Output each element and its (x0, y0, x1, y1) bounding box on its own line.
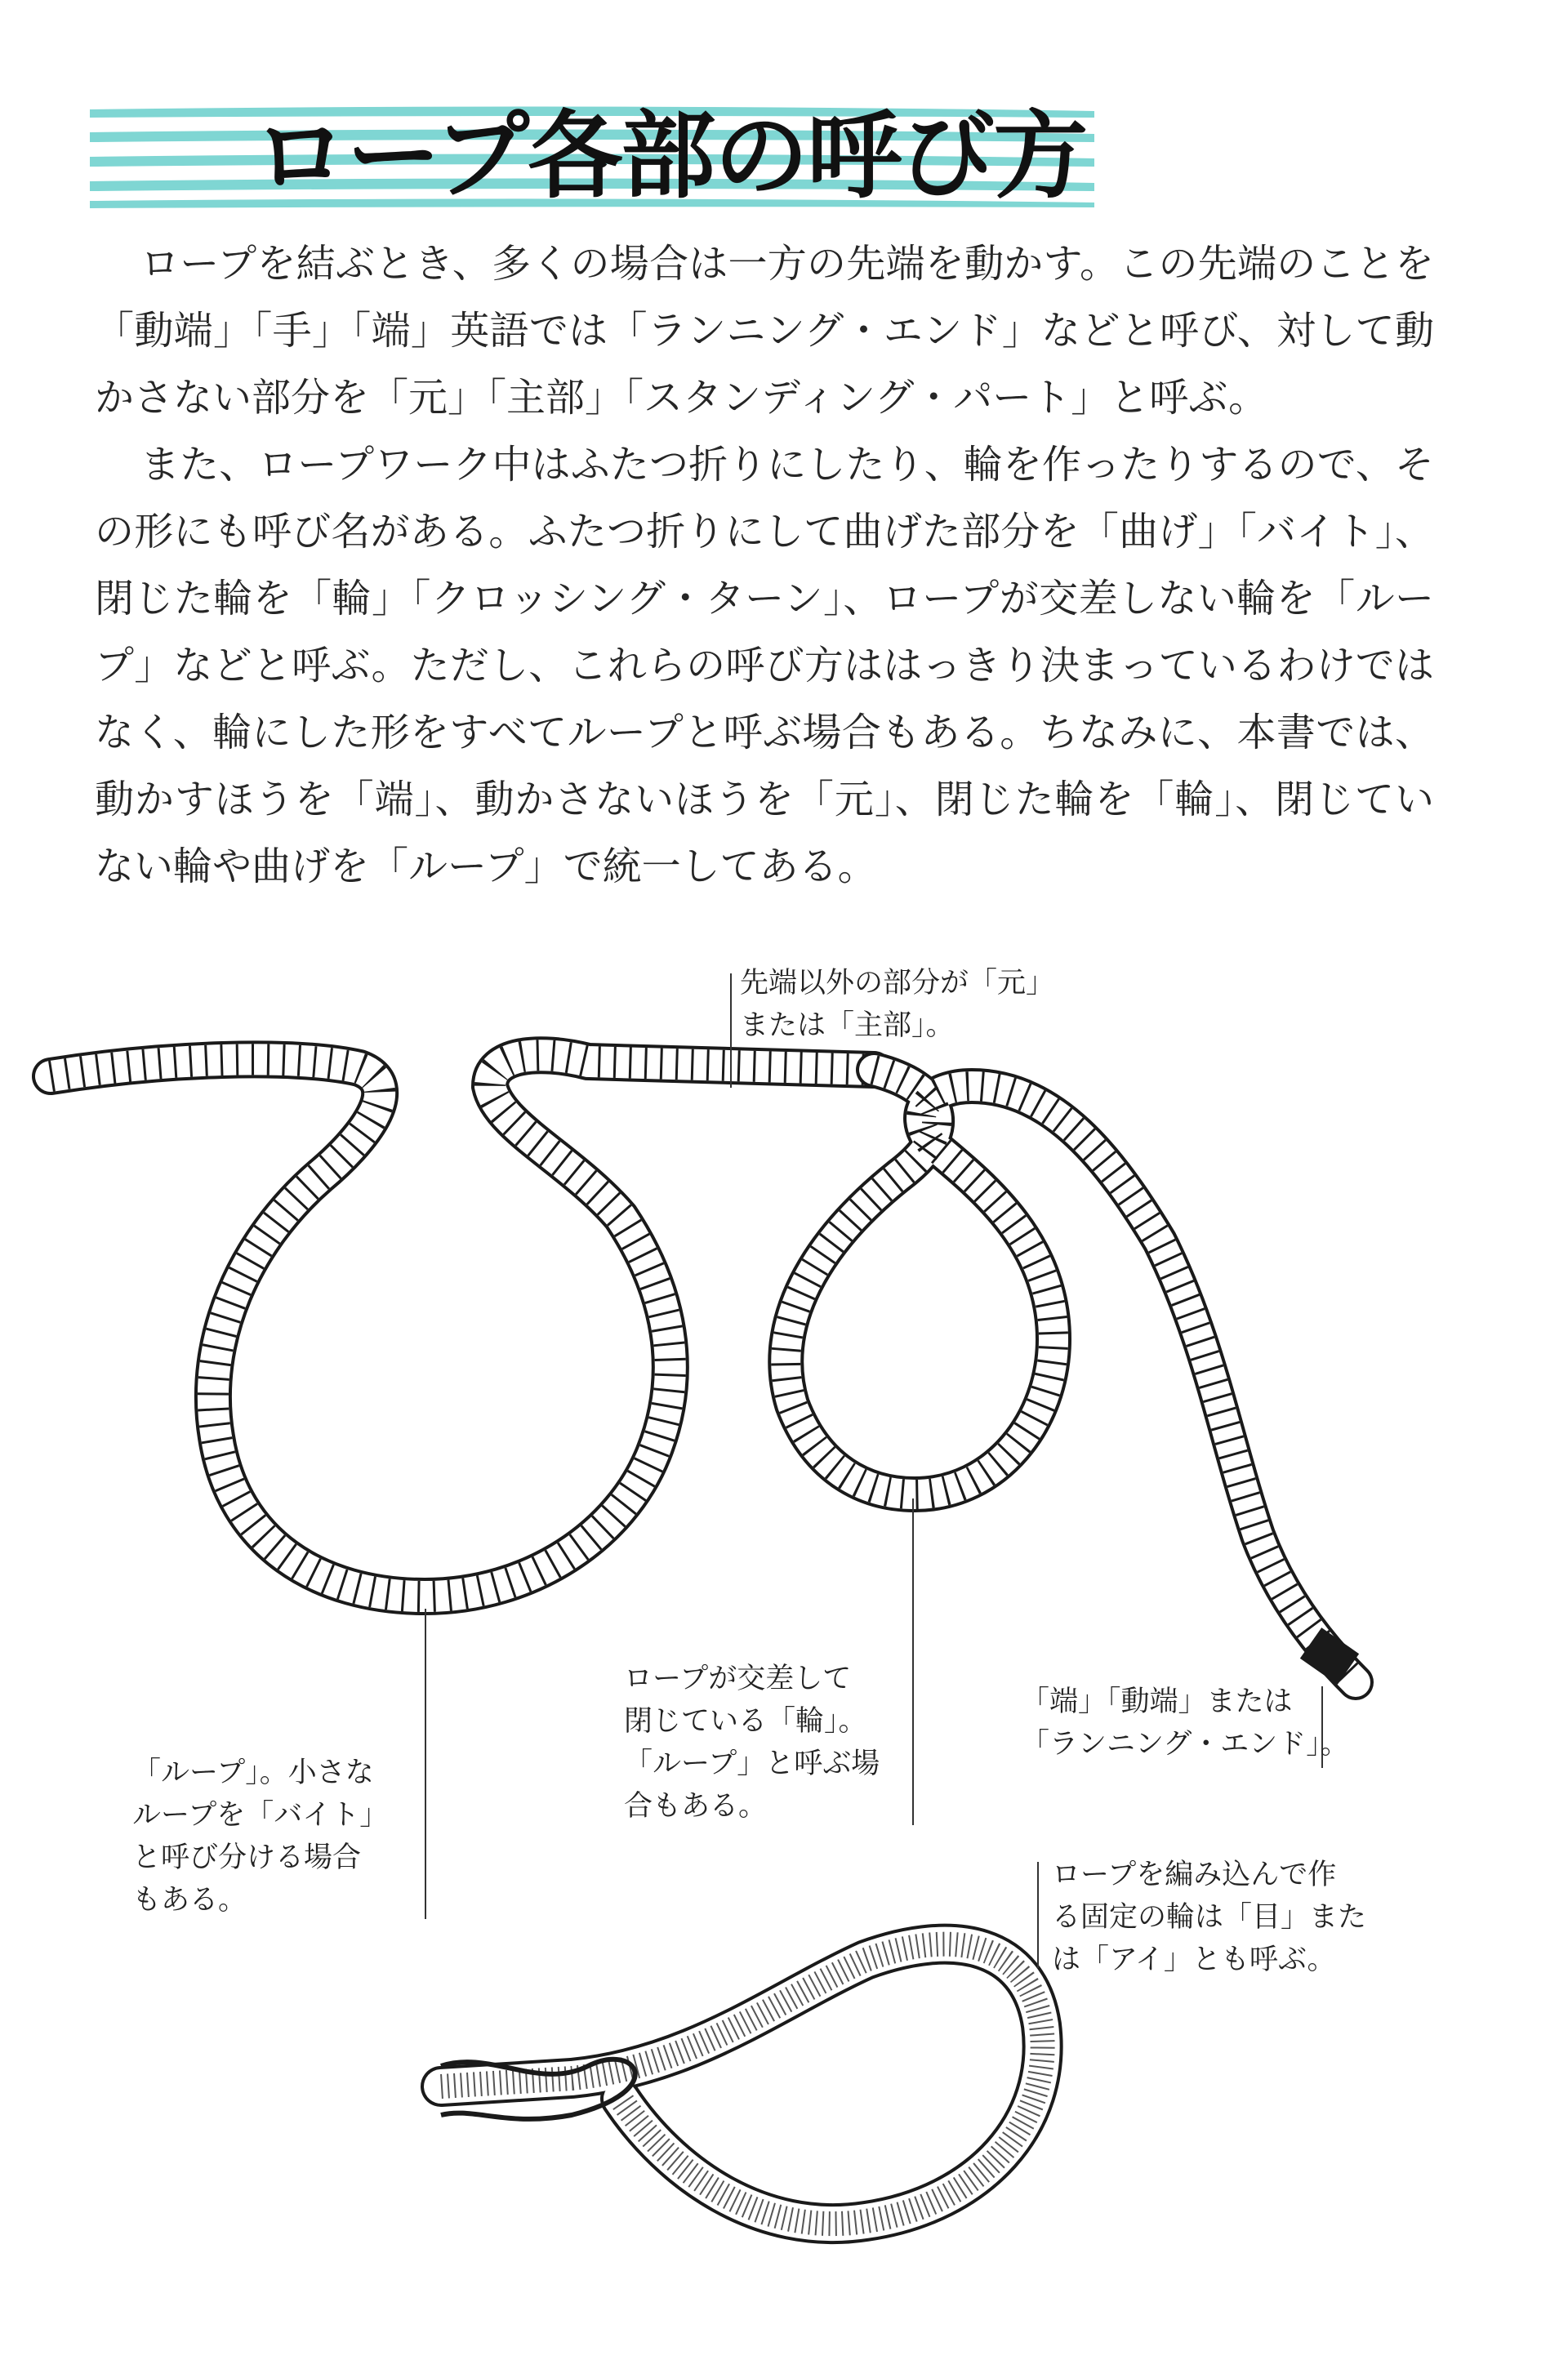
leader-standing-part (730, 973, 732, 1088)
page-title: ロープ各部の呼び方 (253, 101, 1087, 212)
callout-loop: 「ループ」。小さな ループを「バイト」 と呼び分ける場合 もある。 (132, 1757, 389, 1917)
rope-loop-illustration (51, 1055, 874, 1596)
rope-ring-illustration (786, 1070, 1359, 1685)
callout-standing-part: 先端以外の部分が「元」 または「主部」。 (740, 967, 1055, 1042)
leader-eye (1037, 1862, 1039, 1968)
paragraph-2: また、ロープワーク中はふたつ折りにしたり、輪を作ったりするので、その形にも呼び名がある。ふたつ折りにして曲げた部分を「曲げ」「バイト」、閉じた輪を「輪」「クロッシング・ターン」、ロープが交差しない輪を「ループ」などと呼ぶ。ただし、これらの呼び方ははっきり決まっているわけではなく、輪にした形をすべてループと呼ぶ場合もある。ちなみに、本書では、動かすほうを「端」、動かさないほうを「元」、閉じた輪を「輪」、閉じていない輪や曲げを「ループ」で統一してある。 (95, 442, 1434, 889)
callout-eye: ロープを編み込んで作 る固定の輪は「目」また は「アイ」とも呼ぶ。 (1052, 1859, 1367, 1976)
paragraph-1: ロープを結ぶとき、多くの場合は一方の先端を動かす。この先端のことを「動端」「手」「端」英語では「ランニング・エンド」などと呼び、対して動かさない部分を「元」「主部」「スタンディング・パート」と呼ぶ。 (95, 241, 1434, 421)
leader-ring (912, 1498, 914, 1825)
callout-ring: ロープが交差して 閉じている「輪」。 「ループ」と呼ぶ場 合もある。 (624, 1663, 880, 1823)
leader-loop (425, 1609, 426, 1919)
callout-end: 「端」「動端」または 「ランニング・エンド」。 (1021, 1685, 1349, 1761)
rope-eye-splice-illustration (441, 1944, 1043, 2224)
